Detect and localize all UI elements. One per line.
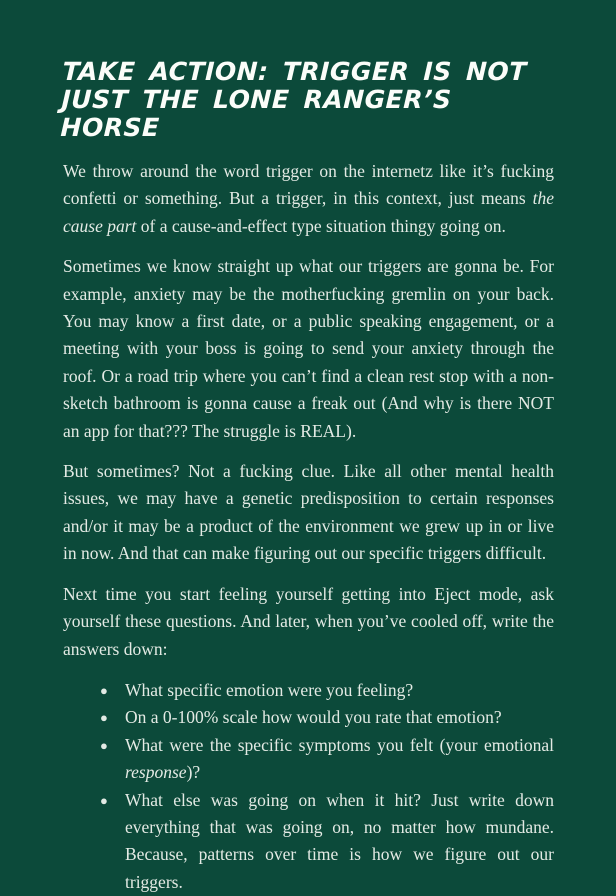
paragraph — [63, 158, 554, 240]
bullet-dot-icon: ● — [100, 682, 108, 698]
bullet-dot-icon: ● — [100, 792, 108, 808]
list-item — [63, 677, 554, 704]
text-segment: What specific emotion were you feeling? — [125, 679, 414, 700]
bullet-dot-icon: ● — [100, 737, 108, 753]
list-item — [63, 704, 554, 731]
text-segment: )? — [186, 762, 201, 783]
paragraph — [63, 581, 554, 663]
section-heading: TAKE ACTION: TRIGGER IS NOT JUST THE LONE RANGER’S HORSE — [60, 57, 528, 142]
bullet-text — [125, 790, 554, 892]
bullet-text — [125, 707, 502, 727]
italic-text-segment: the cause part — [63, 188, 554, 236]
text-segment: What else was going on when it hit? Just write down everything that was going on, no matter how mundane. Because, patterns over time is how we figure out our triggers. — [125, 789, 554, 892]
bullet-text — [125, 735, 554, 782]
text-segment: But sometimes? Not a fucking clue. Like all other mental health issues, we may have a genetic predisposition to certain responses and/or it may be a product of the environment we grew up in or live in now. And that can make figuring out our specific triggers difficult. — [63, 461, 554, 564]
text-segment: On a 0-100% scale how would you rate that emotion? — [125, 707, 502, 728]
bullet-dot-icon: ● — [100, 710, 108, 726]
text-segment: What were the specific symptoms you felt (your emotional — [125, 734, 554, 755]
text-segment: of a cause-and-effect type situation thingy going on. — [136, 215, 506, 236]
list-item — [63, 732, 554, 787]
body-text — [63, 158, 554, 896]
paragraph — [63, 253, 554, 445]
paragraph — [63, 458, 554, 568]
text-segment: Next time you start feeling yourself getting into Eject mode, ask yourself these questions. And later, when you’ve cooled off, write the answers down: — [63, 583, 554, 659]
text-segment: Sometimes we know straight up what our triggers are gonna be. For example, anxiety may be the motherfucking gremlin on your back. You may know a first date, or a public speaking engagement, or a meeting with your boss is going to send your anxiety through the roof. Or a road trip where you can’t find a clean rest stop with a non-sketch bathroom is gonna cause a freak out (And why is there NOT an app for that??? The struggle is REAL). — [63, 256, 554, 441]
bullet-text — [125, 680, 413, 700]
italic-text-segment: response — [125, 762, 187, 783]
list-item — [63, 787, 554, 896]
text-segment: We throw around the word trigger on the internetz like it’s fucking confetti or something. But a trigger, in this context, just means — [63, 161, 554, 209]
questions-bullet-list — [63, 677, 554, 896]
